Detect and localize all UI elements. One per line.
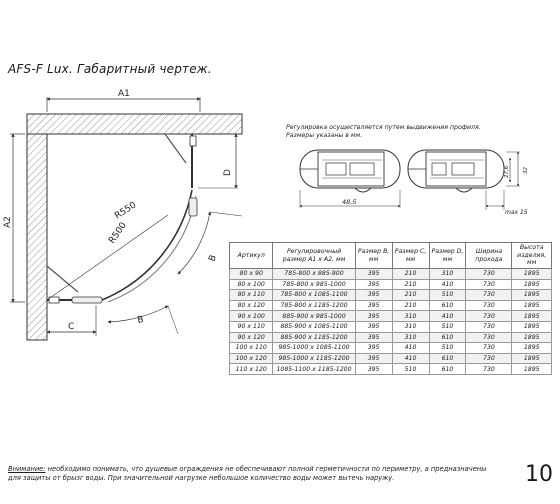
dim-c-label: C xyxy=(68,322,75,332)
table-cell: 210 xyxy=(392,290,429,301)
table-cell: 395 xyxy=(355,300,392,311)
footnote-label: Внимание: xyxy=(8,465,46,473)
table-row xyxy=(230,364,552,375)
table-cell: 210 xyxy=(392,300,429,311)
table-cell: 1895 xyxy=(512,279,552,290)
table-cell: 785-800 x 985-1000 xyxy=(273,279,355,290)
col-header: Регулировочный размер А1 х А2, мм xyxy=(273,243,355,269)
table-cell: 730 xyxy=(466,311,512,322)
table-cell: 410 xyxy=(429,279,466,290)
table-cell: 610 xyxy=(429,332,466,343)
table-cell: 785-800 x 1085-1100 xyxy=(273,290,355,301)
table-cell: 1895 xyxy=(512,300,552,311)
table-cell: 730 xyxy=(466,364,512,375)
table-cell: 785-800 x 885-900 xyxy=(273,269,355,280)
table-header-row xyxy=(230,243,552,269)
table-row xyxy=(230,269,552,280)
profile-sections xyxy=(0,0,560,240)
profile-section-open xyxy=(408,150,529,216)
table-cell: 110 x 120 xyxy=(230,364,273,375)
table-cell: 410 xyxy=(392,343,429,354)
table-cell: 785-800 x 1185-1200 xyxy=(273,300,355,311)
profile-section-closed xyxy=(300,150,400,208)
table-cell: 985-1000 x 1185-1200 xyxy=(273,353,355,364)
table-cell: 730 xyxy=(466,269,512,280)
table-cell: 885-900 x 1085-1100 xyxy=(273,321,355,332)
profile-height-a-label: 27,6 xyxy=(504,165,510,178)
table-cell: 1895 xyxy=(512,321,552,332)
table-cell: 610 xyxy=(429,300,466,311)
table-cell: 100 x 110 xyxy=(230,343,273,354)
table-cell: 610 xyxy=(429,364,466,375)
table-cell: 210 xyxy=(392,269,429,280)
table-cell: 80 x 110 xyxy=(230,290,273,301)
table-cell: 985-1000 x 1085-1100 xyxy=(273,343,355,354)
col-header: Размер C, мм xyxy=(392,243,429,269)
table-cell: 1895 xyxy=(512,343,552,354)
table-cell: 885-900 x 1185-1200 xyxy=(273,332,355,343)
table-cell: 1895 xyxy=(512,269,552,280)
table-cell: 510 xyxy=(429,343,466,354)
table-row xyxy=(230,353,552,364)
table-cell: 510 xyxy=(429,290,466,301)
table-cell: 610 xyxy=(429,353,466,364)
table-cell: 395 xyxy=(355,269,392,280)
table-cell: 395 xyxy=(355,343,392,354)
col-header: Высота изделия, мм xyxy=(512,243,552,269)
profile-max-label: max 15 xyxy=(505,209,528,216)
table-cell: 730 xyxy=(466,279,512,290)
table-cell: 730 xyxy=(466,300,512,311)
dim-a2-label: A2 xyxy=(3,216,13,228)
table-cell: 395 xyxy=(355,279,392,290)
col-header: Размер B, мм xyxy=(355,243,392,269)
table-cell: 395 xyxy=(355,311,392,322)
table-cell: 510 xyxy=(392,364,429,375)
table-cell: 100 x 120 xyxy=(230,353,273,364)
table-row xyxy=(230,332,552,343)
specs-table xyxy=(229,242,552,375)
table-row xyxy=(230,279,552,290)
page-number: 10 xyxy=(525,462,553,487)
table-cell: 90 x 110 xyxy=(230,321,273,332)
table-cell: 210 xyxy=(392,279,429,290)
table-cell: 310 xyxy=(392,332,429,343)
table-cell: 510 xyxy=(429,321,466,332)
table-cell: 80 x 120 xyxy=(230,300,273,311)
table-cell: 80 x 100 xyxy=(230,279,273,290)
col-header: Ширина прохода xyxy=(466,243,512,269)
table-cell: 410 xyxy=(429,311,466,322)
profile-width-label: 48,5 xyxy=(342,198,357,206)
table-cell: 730 xyxy=(466,321,512,332)
table-cell: 310 xyxy=(392,311,429,322)
table-cell: 885-900 x 985-1000 xyxy=(273,311,355,322)
table-cell: 1895 xyxy=(512,332,552,343)
table-row xyxy=(230,300,552,311)
table-cell: 80 x 90 xyxy=(230,269,273,280)
table-cell: 310 xyxy=(392,321,429,332)
table-cell: 1085-1100 x 1185-1200 xyxy=(273,364,355,375)
page-title: AFS-F Lux. Габаритный чертеж. xyxy=(8,62,212,76)
table-cell: 1895 xyxy=(512,290,552,301)
table-row xyxy=(230,321,552,332)
col-header: Размер D, мм xyxy=(429,243,466,269)
col-header: Артикул xyxy=(230,243,273,269)
radius-inner-label: R500 xyxy=(107,220,129,246)
profile-note-line2: Размеры указаны в мм. xyxy=(286,132,363,139)
footnote xyxy=(8,465,498,484)
dim-d-label: D xyxy=(223,169,233,176)
table-row xyxy=(230,290,552,301)
table-cell: 730 xyxy=(466,290,512,301)
table-cell: 395 xyxy=(355,364,392,375)
table-cell: 310 xyxy=(429,269,466,280)
dim-b-label-right: B xyxy=(207,253,219,264)
dim-b-label-bottom: B xyxy=(136,314,145,326)
table-cell: 395 xyxy=(355,332,392,343)
footnote-text: необходимо понимать, что душевые ограждения не обеспечивают полной герметичности по периметру, а предназначены для защиты от брызг воды. При значительной нагрузке небольшое количество воды может вытечь наружу. xyxy=(8,465,487,483)
profile-note-line1: Регулировка осуществляется путем выдвижения профиля. xyxy=(286,124,481,131)
table-cell: 1895 xyxy=(512,311,552,322)
table-cell: 410 xyxy=(392,353,429,364)
table-cell: 90 x 120 xyxy=(230,332,273,343)
table-cell: 730 xyxy=(466,332,512,343)
table-cell: 730 xyxy=(466,353,512,364)
table-cell: 90 x 100 xyxy=(230,311,273,322)
table-row xyxy=(230,343,552,354)
table-cell: 395 xyxy=(355,353,392,364)
table-cell: 1895 xyxy=(512,364,552,375)
table-cell: 395 xyxy=(355,290,392,301)
profile-height-b-label: 32 xyxy=(523,167,529,174)
table-cell: 395 xyxy=(355,321,392,332)
radius-outer-label: R550 xyxy=(113,200,139,222)
dim-a1-label: A1 xyxy=(118,89,130,99)
table-cell: 1895 xyxy=(512,353,552,364)
table-row xyxy=(230,311,552,322)
table-cell: 730 xyxy=(466,343,512,354)
